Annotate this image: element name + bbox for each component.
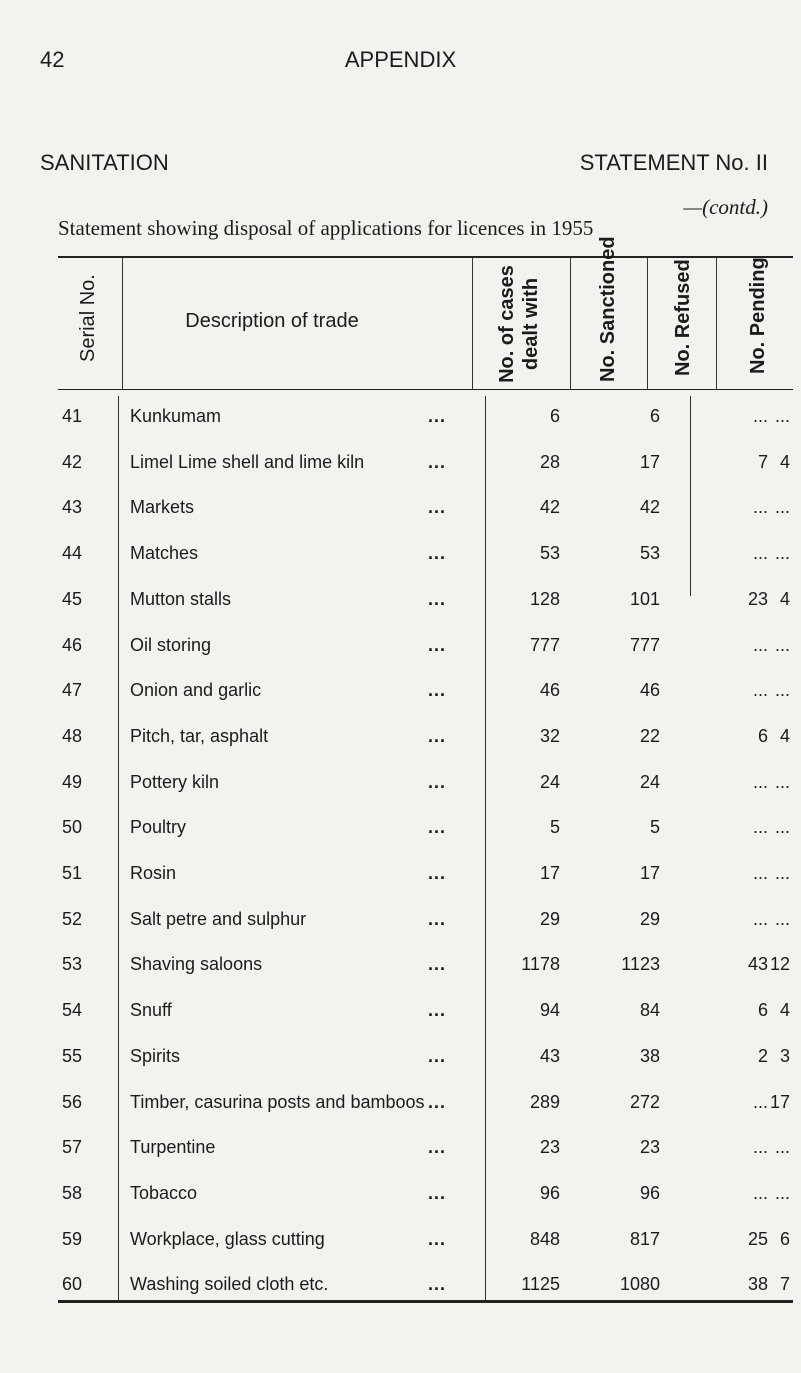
sanctioned-cell: 777 (629, 634, 660, 655)
serial-cell: 48 (62, 725, 83, 746)
dealt-cell: 5 (549, 817, 560, 838)
page-header (0, 47, 801, 73)
table-row (0, 1046, 801, 1092)
serial-cell: 45 (62, 588, 83, 609)
header-divider (647, 258, 648, 389)
trade-cell: Tobacco (130, 1182, 198, 1203)
sanctioned-cell: 53 (639, 543, 660, 564)
pending-cell: 4 (779, 1000, 790, 1021)
sanctioned-cell: 38 (639, 1045, 660, 1066)
refused-cell: 6 (757, 1000, 768, 1021)
table-row (0, 680, 801, 726)
refused-cell: ... (752, 543, 768, 564)
sanctioned-cell: 96 (639, 1182, 660, 1203)
refused-cell: 6 (757, 725, 768, 746)
table-row (0, 863, 801, 909)
dealt-cell: 24 (539, 771, 560, 792)
dealt-cell: 777 (529, 634, 560, 655)
refused-cell: ... (752, 863, 768, 883)
serial-cell: 51 (62, 863, 83, 883)
trade-cell: Oil storing (130, 634, 212, 655)
pending-cell: 4 (779, 725, 790, 746)
leader-dots: ... (428, 954, 447, 975)
sanctioned-cell: 23 (639, 1137, 660, 1158)
refused-cell: ... (752, 1091, 768, 1112)
page-number: 42 (40, 47, 65, 72)
leader-dots: ... (428, 406, 447, 426)
table-row (0, 817, 801, 863)
sanctioned-cell: 17 (639, 451, 660, 472)
table-row (0, 497, 801, 543)
table-row (0, 909, 801, 955)
header-divider (472, 258, 473, 389)
pending-cell: ... (774, 1182, 790, 1203)
pending-cell: ... (774, 680, 790, 701)
leader-dots: ... (428, 1000, 447, 1021)
refused-cell: ... (752, 680, 768, 701)
header-sanctioned: No. Sanctioned (597, 236, 619, 382)
trade-cell: Workplace, glass cutting (130, 1228, 325, 1249)
refused-cell: 25 (747, 1228, 768, 1249)
table-row (0, 543, 801, 589)
leader-dots: ... (428, 725, 447, 746)
table-row (0, 1137, 801, 1183)
table-row (0, 726, 801, 772)
leader-dots: ... (428, 680, 447, 701)
serial-cell: 55 (62, 1045, 83, 1066)
leader-dots: ... (428, 863, 447, 883)
refused-cell: ... (752, 908, 768, 929)
refused-cell: ... (752, 497, 768, 518)
header-serial: Serial No. (77, 274, 99, 362)
dealt-cell: 94 (539, 1000, 560, 1021)
serial-cell: 49 (62, 771, 83, 792)
trade-cell: Markets (130, 497, 195, 518)
refused-cell: ... (752, 771, 768, 792)
trade-cell: Rosin (130, 863, 177, 883)
dealt-cell: 1178 (521, 954, 560, 975)
serial-cell: 53 (62, 954, 83, 975)
pending-cell: ... (774, 908, 790, 929)
sanctioned-cell: 101 (629, 588, 660, 609)
sanctioned-cell: 17 (639, 863, 660, 883)
table-row (0, 1229, 801, 1275)
trade-cell: Washing soiled cloth etc. (130, 1274, 329, 1295)
page-title: APPENDIX (344, 47, 457, 72)
trade-cell: Matches (130, 543, 199, 564)
serial-cell: 50 (62, 817, 83, 838)
pending-cell: 3 (779, 1045, 790, 1066)
table-top-rule (58, 256, 793, 258)
table-row (0, 589, 801, 635)
serial-cell: 44 (62, 543, 83, 564)
pending-cell: 4 (779, 451, 790, 472)
dealt-cell: 43 (539, 1045, 560, 1066)
trade-cell: Mutton stalls (130, 588, 232, 609)
leader-dots: ... (428, 634, 447, 655)
sanctioned-cell: 272 (629, 1091, 660, 1112)
header-pending: No. Pending (747, 257, 769, 374)
serial-cell: 56 (62, 1091, 83, 1112)
dealt-cell: 29 (539, 908, 560, 929)
serial-cell: 52 (62, 908, 83, 929)
leader-dots: ... (428, 817, 447, 838)
refused-cell: 43 (747, 954, 768, 975)
dealt-cell: 6 (549, 406, 560, 426)
leader-dots: ... (428, 771, 447, 792)
leader-dots: ... (428, 1182, 447, 1203)
table-row (0, 772, 801, 818)
continued-note: —(contd.) (683, 195, 768, 219)
sanctioned-cell: 817 (629, 1228, 660, 1249)
table-row (0, 406, 801, 452)
serial-cell: 60 (62, 1274, 83, 1295)
serial-cell: 43 (62, 497, 83, 518)
serial-cell: 54 (62, 1000, 83, 1021)
section-title: SANITATION (40, 150, 169, 175)
table-row (0, 1183, 801, 1229)
leader-dots: ... (428, 908, 447, 929)
sanctioned-cell: 1123 (621, 954, 660, 975)
serial-cell: 58 (62, 1182, 83, 1203)
trade-cell: Limel Lime shell and lime kiln (130, 451, 365, 472)
table-row (0, 954, 801, 1000)
refused-cell: 7 (757, 451, 768, 472)
serial-cell: 57 (62, 1137, 83, 1158)
pending-cell: ... (774, 543, 790, 564)
leader-dots: ... (428, 1228, 447, 1249)
sanctioned-cell: 1080 (619, 1274, 660, 1295)
sanctioned-cell: 46 (639, 680, 660, 701)
table-row (0, 635, 801, 681)
dealt-cell: 42 (539, 497, 560, 518)
trade-cell: Timber, casurina posts and bamboos (130, 1091, 425, 1112)
pending-cell: ... (774, 634, 790, 655)
trade-cell: Pottery kiln (130, 771, 220, 792)
refused-cell: 23 (747, 588, 768, 609)
sanctioned-cell: 29 (639, 908, 660, 929)
pending-cell: ... (774, 406, 790, 426)
refused-cell: ... (752, 1137, 768, 1158)
pending-cell: 17 (769, 1091, 790, 1112)
pending-cell: 7 (779, 1274, 790, 1295)
trade-cell: Spirits (130, 1045, 181, 1066)
leader-dots: ... (428, 497, 447, 518)
sanctioned-cell: 24 (639, 771, 660, 792)
dealt-cell: 28 (539, 451, 560, 472)
trade-cell: Onion and garlic (130, 680, 262, 701)
header-divider (570, 258, 571, 389)
dealt-cell: 1125 (521, 1274, 560, 1295)
statement-caption: Statement showing disposal of applications for licences in 1955 (58, 216, 594, 240)
dealt-cell: 23 (539, 1137, 560, 1158)
leader-dots: ... (428, 543, 447, 564)
sanctioned-cell: 84 (639, 1000, 660, 1021)
header-refused: No. Refused (672, 259, 694, 376)
header-divider (716, 258, 717, 389)
sanctioned-cell: 42 (639, 497, 660, 518)
leader-dots: ... (428, 1274, 447, 1295)
pending-cell: ... (774, 1137, 790, 1158)
dealt-cell: 128 (529, 588, 560, 609)
header-divider (122, 258, 123, 389)
pending-cell: ... (774, 497, 790, 518)
header-description: Description of trade (185, 310, 359, 332)
refused-cell: ... (752, 406, 768, 426)
leader-dots: ... (428, 1137, 447, 1158)
dealt-cell: 17 (539, 863, 560, 883)
dealt-cell: 46 (539, 680, 560, 701)
refused-cell: 38 (747, 1274, 768, 1295)
trade-cell: Salt petre and sulphur (130, 908, 307, 929)
leader-dots: ... (428, 451, 447, 472)
leader-dots: ... (428, 1045, 447, 1066)
refused-cell: 2 (757, 1045, 768, 1066)
sanctioned-cell: 22 (639, 725, 660, 746)
trade-cell: Poultry (130, 817, 187, 838)
table-row (0, 452, 801, 498)
table-row (0, 1000, 801, 1046)
trade-cell: Snuff (130, 1000, 172, 1021)
refused-cell: ... (752, 817, 768, 838)
dealt-cell: 289 (529, 1091, 560, 1112)
pending-cell: 12 (769, 954, 790, 975)
trade-cell: Shaving saloons (130, 954, 263, 975)
table-header-rule (58, 389, 793, 390)
serial-cell: 41 (62, 406, 83, 426)
dealt-cell: 848 (529, 1228, 560, 1249)
dealt-cell: 53 (539, 543, 560, 564)
trade-cell: Turpentine (130, 1137, 216, 1158)
statement-number: STATEMENT No. II (579, 150, 768, 175)
sanctioned-cell: 5 (649, 817, 660, 838)
pending-cell: 6 (779, 1228, 790, 1249)
leader-dots: ... (428, 1091, 447, 1112)
trade-cell: Kunkumam (130, 406, 222, 426)
serial-cell: 47 (62, 680, 83, 701)
header-dealt: No. of cases dealt with (496, 265, 542, 383)
sanctioned-cell: 6 (649, 406, 660, 426)
serial-cell: 59 (62, 1228, 83, 1249)
serial-cell: 46 (62, 634, 83, 655)
pending-cell: 4 (779, 588, 790, 609)
refused-cell: ... (752, 1182, 768, 1203)
table-row (0, 1274, 801, 1320)
dealt-cell: 96 (539, 1182, 560, 1203)
trade-cell: Pitch, tar, asphalt (130, 725, 269, 746)
pending-cell: ... (774, 817, 790, 838)
pending-cell: ... (774, 863, 790, 883)
refused-cell: ... (752, 634, 768, 655)
pending-cell: ... (774, 771, 790, 792)
leader-dots: ... (428, 588, 447, 609)
table-row (0, 1092, 801, 1138)
serial-cell: 42 (62, 451, 83, 472)
dealt-cell: 32 (539, 725, 560, 746)
